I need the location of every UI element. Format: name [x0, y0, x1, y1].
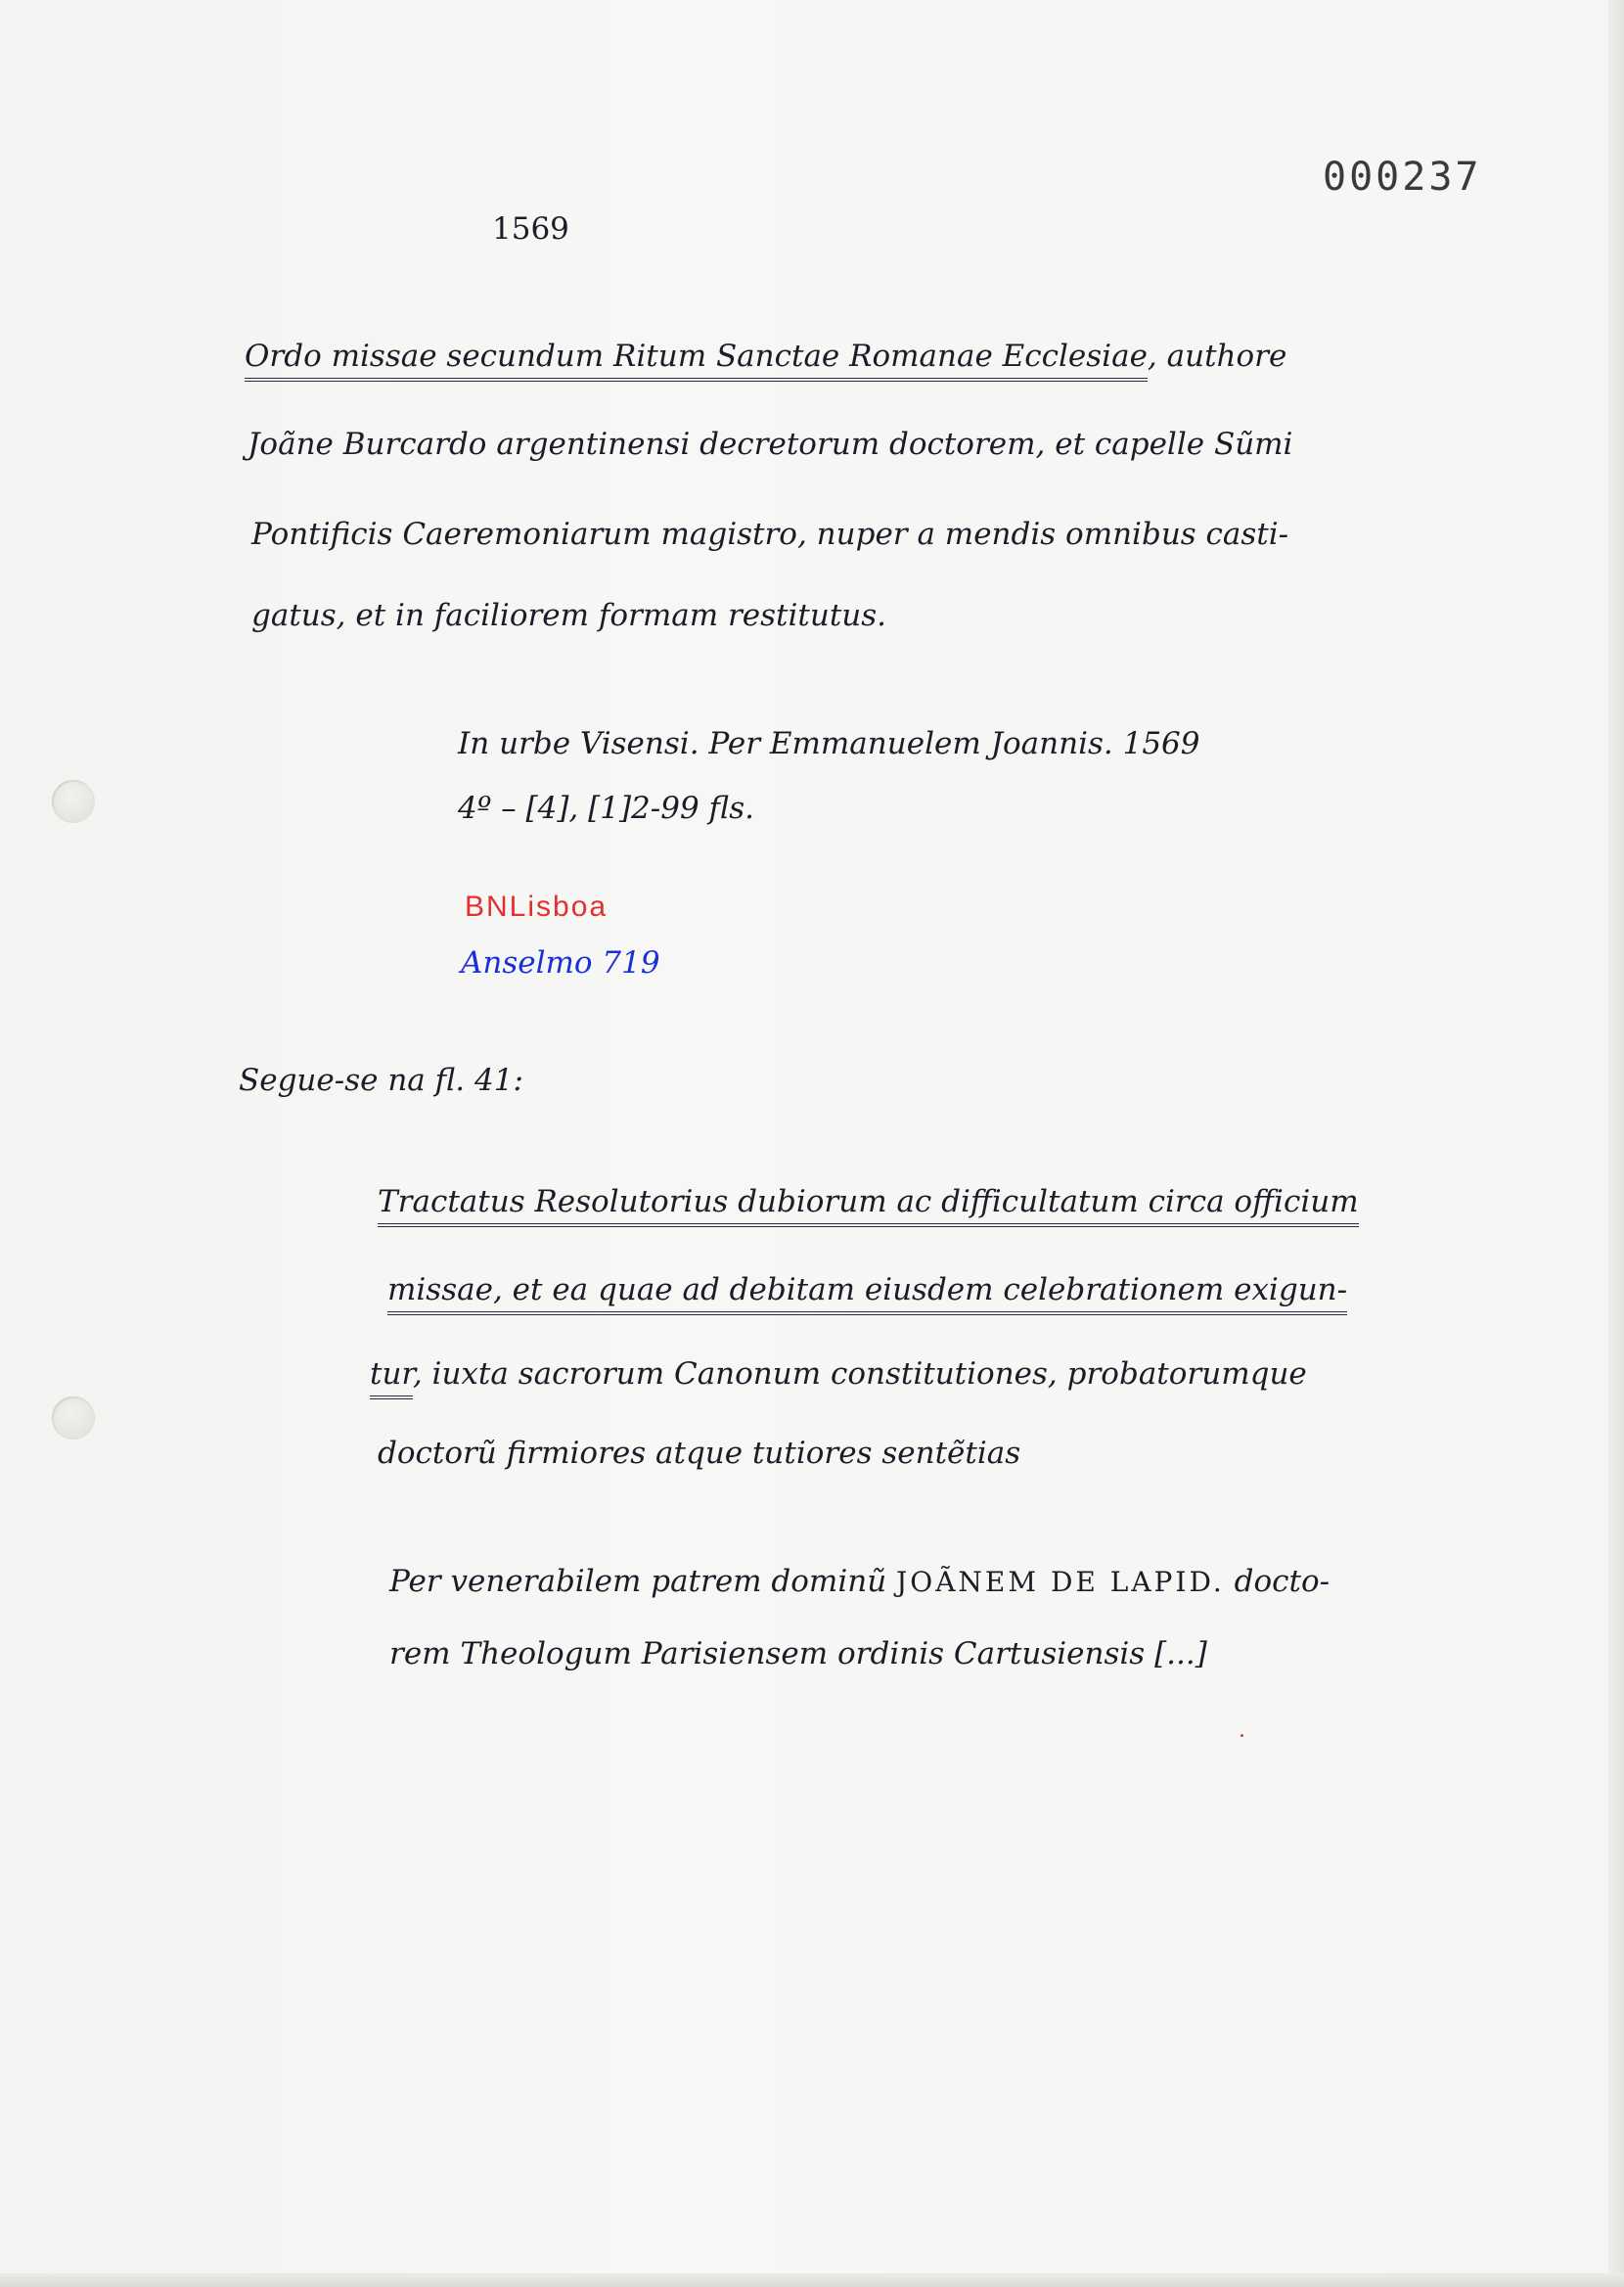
stamp-number: 000237 — [1323, 155, 1482, 200]
treatise-line-2-rest: , et ea quae ad debitam eiusdem celebrationem exigun- — [493, 1272, 1347, 1315]
title-line-1 — [245, 339, 1286, 374]
imprint-line-2: 4º – [4], [1]2-99 fls. — [458, 791, 754, 826]
bibliographic-reference: Anselmo 719 — [461, 945, 660, 981]
page-edge-bottom — [0, 2273, 1624, 2287]
page-edge-right — [1608, 0, 1624, 2287]
year: 1569 — [492, 211, 569, 247]
punch-hole-bottom — [52, 1396, 95, 1440]
treatise-line-4: doctorũ firmiores atque tutiores sentẽtias — [378, 1436, 1021, 1471]
imprint-line-1: In urbe Visensi. Per Emmanuelem Joannis. 1569 — [458, 726, 1200, 761]
library-holding: BNLisboa — [465, 891, 609, 923]
treatise-underlined: Tractatus Resolutorius dubiorum ac difficultatum circa officium — [378, 1184, 1359, 1227]
title-underlined: Ordo missae secundum Ritum Sanctae Romanae Ecclesiae — [245, 339, 1148, 382]
treatise-line-2-underlined: missae — [387, 1272, 493, 1315]
treatise-line-3-underlined: tur — [370, 1356, 413, 1399]
treatise-line-3-rest: , iuxta sacrorum Canonum constitutiones, probatorumque — [412, 1356, 1307, 1392]
treatise-line-1 — [378, 1184, 1359, 1219]
author-name-caps: JOÃNEM DE LAPID. — [896, 1566, 1225, 1598]
red-speck — [1241, 1734, 1243, 1737]
punch-hole-top — [52, 780, 95, 823]
author-line-1 — [389, 1564, 1330, 1599]
author-line-1-pre: Per venerabilem patrem dominũ — [389, 1564, 887, 1599]
author-line-2: rem Theologum Parisiensem ordinis Cartusiensis [...] — [389, 1636, 1207, 1671]
treatise-line-3 — [370, 1356, 1307, 1392]
author-line-1-post: docto- — [1234, 1564, 1331, 1599]
title-line-3: Pontificis Caeremoniarum magistro, nuper a mendis omnibus casti- — [251, 517, 1289, 552]
follows-note: Segue-se na fl. 41: — [239, 1063, 523, 1098]
title-rest: , authore — [1147, 339, 1287, 374]
title-line-2: Joãne Burcardo argentinensi decretorum doctorem, et capelle Sũmi — [248, 427, 1293, 462]
title-line-4: gatus, et in faciliorem formam restitutus. — [251, 598, 887, 633]
treatise-line-2 — [387, 1272, 1347, 1307]
